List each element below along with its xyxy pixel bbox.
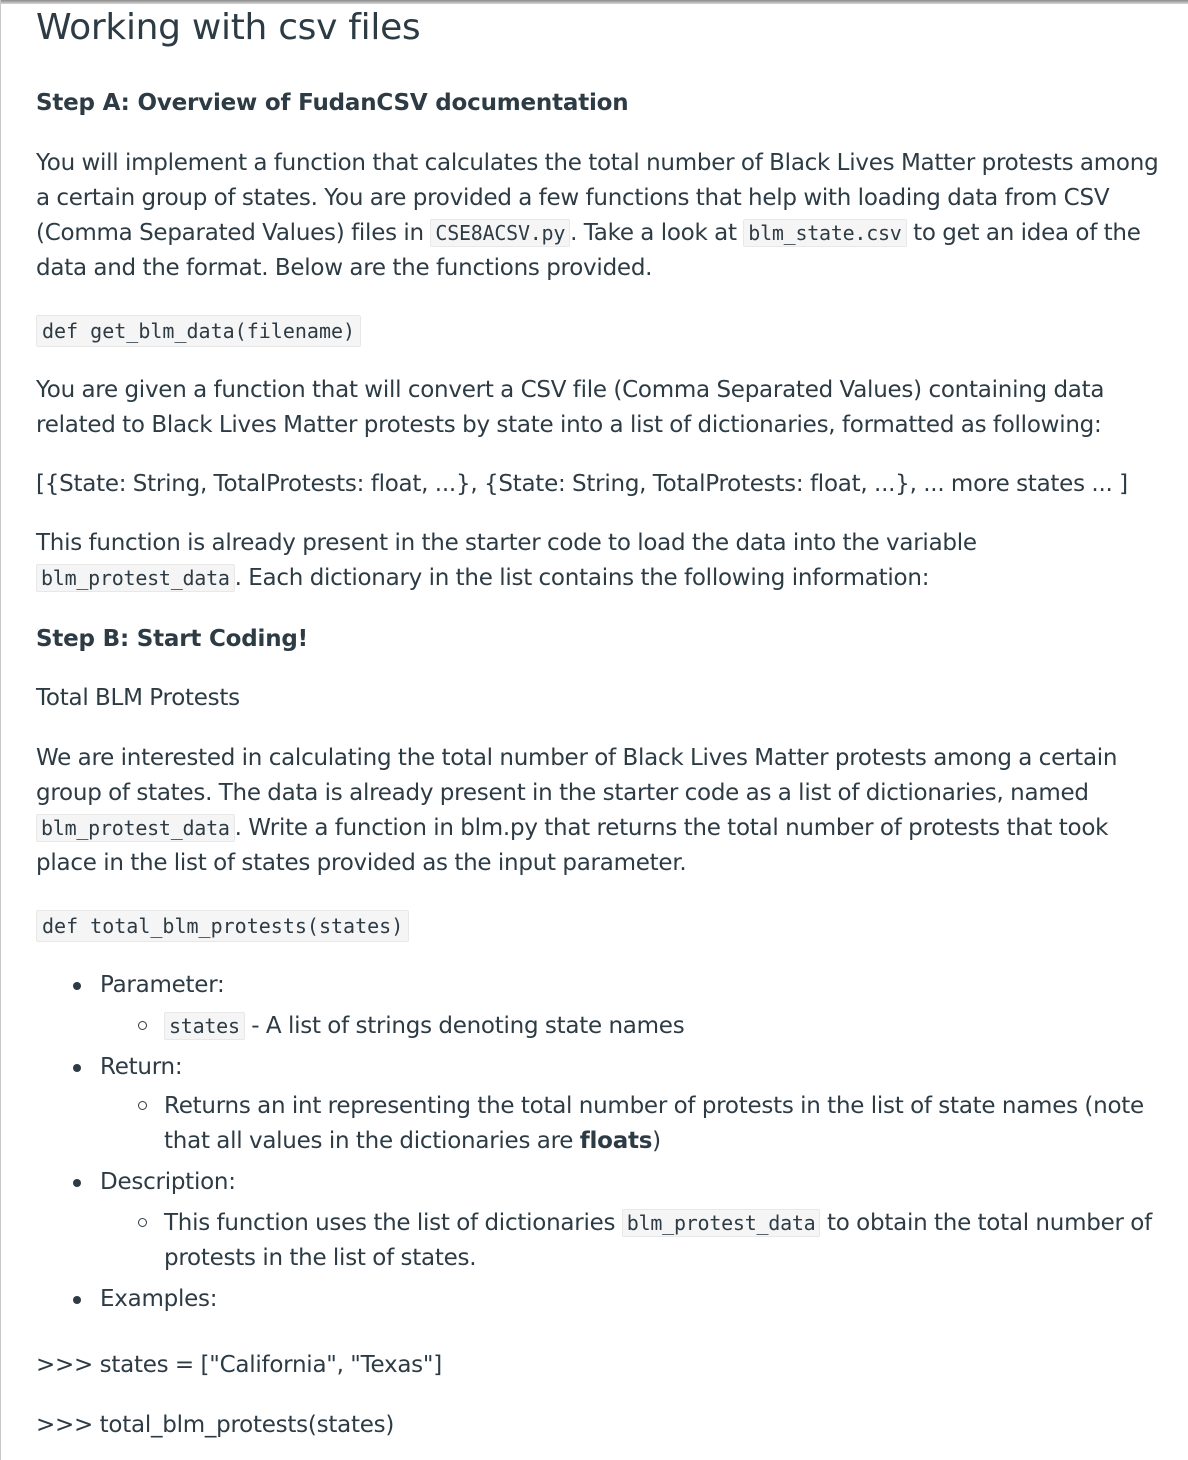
parameter-description: - A list of strings denoting state names — [244, 1013, 685, 1039]
total-blm-protests-signature: def total_blm_protests(states) — [36, 910, 409, 942]
description-sublist — [100, 1206, 1161, 1276]
window-left-border — [0, 0, 1, 1460]
return-detail — [100, 1089, 1161, 1159]
get-blm-data-signature: def get_blm_data(filename) — [36, 315, 361, 347]
spec-item-return — [36, 1050, 1161, 1159]
parameter-label: Parameter: — [100, 972, 225, 998]
blm-protest-data-variable: blm_protest_data — [36, 564, 235, 592]
section-subtitle: Total BLM Protests — [36, 685, 240, 711]
states-parameter-code: states — [164, 1012, 245, 1040]
return-sublist — [100, 1089, 1161, 1159]
spec-item-examples — [36, 1282, 1161, 1317]
starter-code-paragraph — [36, 526, 1161, 596]
step-a-intro-paragraph — [36, 146, 1161, 286]
total-blm-protests-signature-block — [36, 910, 1161, 942]
return-text-1: Returns an int representing the total number of protests in the list of state names (note that all values in the dictionaries are — [164, 1093, 1144, 1154]
spec-description-text-1: This function uses the list of dictionaries — [164, 1210, 622, 1236]
step-a-heading: Step A: Overview of FudanCSV documentation — [36, 90, 629, 116]
window-top-border — [0, 0, 1188, 4]
intro-text-2: . Take a look at — [570, 220, 744, 246]
example-line-states: >>> states = ["California", "Texas"] — [36, 1352, 442, 1378]
data-format-paragraph: [{State: String, TotalProtests: float, ...}, {State: String, TotalProtests: float, ...}, ... more states ... ] — [36, 471, 1128, 497]
return-label: Return: — [100, 1054, 183, 1080]
present-text-2: . Each dictionary in the list contains the following information: — [234, 565, 930, 591]
cse8acsv-filename: CSE8ACSV.py — [430, 219, 570, 247]
description-detail — [100, 1206, 1161, 1276]
spec-item-description — [36, 1165, 1161, 1276]
present-text-1: This function is already present in the starter code to load the data into the variable — [36, 530, 977, 556]
example-line-call: >>> total_blm_protests(states) — [36, 1412, 395, 1438]
blm-state-csv-filename: blm_state.csv — [743, 219, 906, 247]
page-title: Working with csv files — [36, 7, 421, 48]
given-function-paragraph: You are given a function that will convert a CSV file (Comma Separated Values) containing data related to Black Lives Matter protests by state into a list of dictionaries, formatted as following: — [36, 377, 1105, 438]
description-text-2: . Write a function in blm.py that returns the total number of protests that took place in the list of states provided as the input parameter. — [36, 815, 1109, 876]
get-blm-data-signature-block — [36, 315, 1161, 347]
blm-protest-data-variable: blm_protest_data — [622, 1209, 821, 1237]
return-bold-floats: floats — [579, 1128, 653, 1154]
spec-item-parameter — [36, 968, 1161, 1044]
intro-text-1: You will implement a function that calculates the total number of Black Lives Matter protests among a certain group of states. You are provided a few functions that help with loading data from CSV (Comma Separated Values) files in — [36, 150, 1159, 246]
description-text-1: We are interested in calculating the total number of Black Lives Matter protests among a certain group of states. The data is already present in the starter code as a list of dictionaries, named — [36, 745, 1118, 806]
description-label: Description: — [100, 1169, 236, 1195]
step-b-description-paragraph — [36, 741, 1161, 881]
spec-description-text-2: to obtain the total number of protests in the list of states. — [164, 1210, 1152, 1271]
parameter-sublist — [100, 1009, 1161, 1044]
parameter-detail — [100, 1009, 1161, 1044]
function-spec-list — [36, 968, 1161, 1317]
intro-text-3: to get an idea of the data and the format. Below are the functions provided. — [36, 220, 1141, 281]
return-text-2: ) — [652, 1128, 661, 1154]
step-b-heading: Step B: Start Coding! — [36, 626, 308, 652]
examples-label: Examples: — [100, 1286, 218, 1312]
blm-protest-data-variable: blm_protest_data — [36, 814, 235, 842]
